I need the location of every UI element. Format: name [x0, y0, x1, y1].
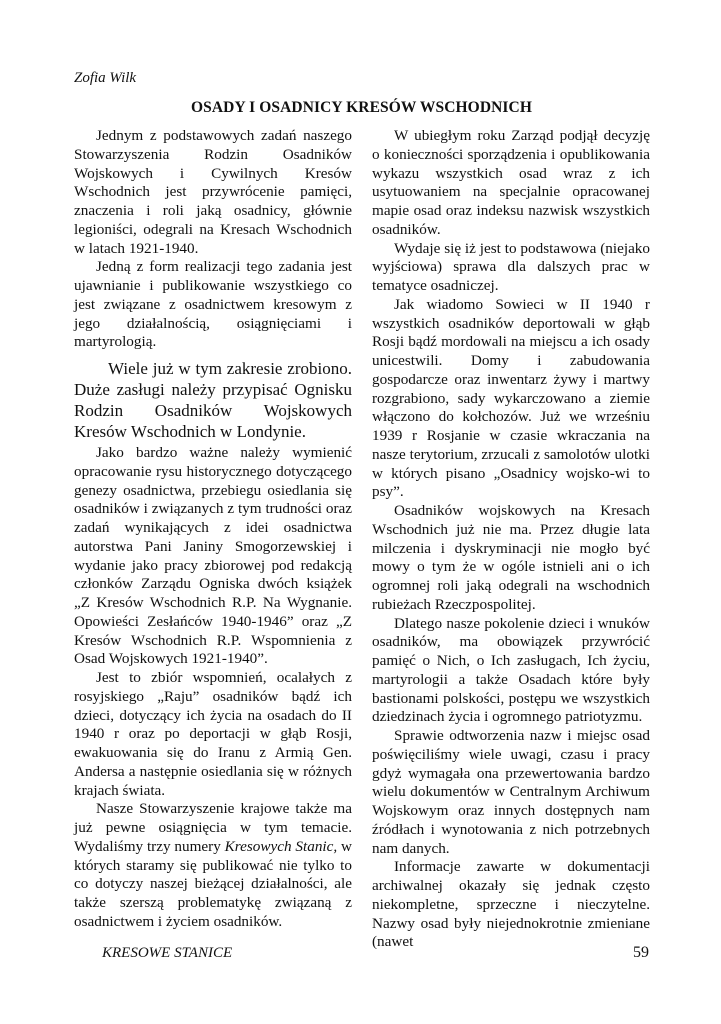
paragraph: Informacje zawarte w dokumentacji archiwalnej okazały się jednak często niekompletne, sprzeczne i nieczytelne. Nazwy osad były niejednokrotnie zmieniane (nawet [372, 858, 650, 951]
paragraph: Jako bardzo ważne należy wymienić opracowanie rysu historycznego dotyczącego genezy osadnictwa, przebiegu osiedlania się osadników i związanych z tym trudności oraz zadań wynikających z idei osadnictwa autorstwa Pani Janiny Smogorzewskiej i wydanie jako pracy zbiorowej pod redakcją członków Zarządu Ogniska dwóch książek „Z Kresów Wschodnich R.P. Na Wygnanie. Opowieści Zesłańców 1940-1946” oraz „Z Kresów Wschodnich R.P. Wspomnienia z Osad Wojskowych 1921-1940”. [74, 444, 352, 668]
paragraph: Jedną z form realizacji tego zadania jest ujawnianie i publikowanie wszystkiego co jest związane z osadnictwem kresowym z jego działalnością, osiągnięciami i martyrologią. [74, 258, 352, 351]
article-title: OSADY I OSADNICY KRESÓW WSCHODNICH [190, 99, 533, 116]
author-name: Zofia Wilk [74, 70, 137, 86]
paragraph [74, 800, 352, 931]
paragraph: Jednym z podstawowych zadań naszego Stowarzyszenia Rodzin Osadników Wojskowych i Cywilnych Kresów Wschodnich jest przywrócenie pamięci, znaczenia i roli jaką osadnicy, głównie legioniści, odegrali na Kresach Wschodnich w latach 1921-1940. [74, 127, 352, 257]
paragraph: W ubiegłym roku Zarząd podjął decyzję o konieczności sporządzenia i opublikowania wykazu wszystkich osad wraz z ich usytuowaniem na specjalnie opracowanej mapie osad oraz indeksu nazwisk wszystkich osadników. [372, 127, 650, 238]
paragraph: Jest to zbiór wspomnień, ocalałych z rosyjskiego „Raju” osadników bądź ich dzieci, dotyczący ich życia na osadach do II 1940 r oraz po deportacji w głąb Rosji, ewakuowania się do Iranu z Armią Gen. Andersa a następnie osiedlania się w różnych krajach świata. [74, 669, 352, 799]
left-column [74, 127, 352, 932]
text-run: w których staramy się publikować nie tylko to co dotyczy naszej bieżącej działalności, ale także szerszą problematykę związaną z osadnictwem i życiem osadników. [74, 837, 352, 930]
text-run: Nasze Stowarzyszenie krajowe także ma już pewne osiągnięcia w tym temacie. Wydaliśmy trzy numery [74, 800, 352, 855]
journal-footer: KRESOWE STANICE [102, 945, 233, 961]
paragraph: Osadników wojskowych na Kresach Wschodnich już nie ma. Przez długie lata milczenia i dyskryminacji nie mogło być mowy o tym że w ogóle istnieli ani o ich ogromnej roli jaką odegrali na wschodnich rubieżach Rzeczpospolitej. [372, 502, 650, 613]
paragraph: Sprawie odtworzenia nazw i miejsc osad poświęciliśmy wiele uwagi, czasu i pracy gdyż wymagała ona przewertowania bardzo wielu dokumentów w Centralnym Archiwum Wojskowym oraz innych dostępnych nam źródłach i wynotowania z nich potrzebnych nam danych. [372, 727, 650, 857]
paragraph: Wydaje się iż jest to podstawowa (niejako wyjściowa) sprawa dla dalszych prac w tematyce osadniczej. [372, 239, 650, 294]
paragraph: Dlatego nasze pokolenie dzieci i wnuków osadników, ma obowiązek przywrócić pamięć o Nich, o Ich zasługach, Ich życiu, martyrologii a także Osadach które były bastionami polskości, postępu we wszystkich dziedzinach życia i ogromnego patriotyzmu. [372, 614, 650, 726]
right-column [372, 127, 650, 952]
journal-title-italic: Kresowych Stanic, [224, 837, 338, 855]
paragraph: Jak wiadomo Sowieci w II 1940 r wszystkich osadników deportowali w głąb Rosji bądź mordowali na miejscu a ich osady unicestwili. Domy i zabudowania gospodarcze oraz inwentarz żywy i martwy rozgrabiono, sady wykarczowano a ziemie włączono do kołchozów. Już we wrześniu 1939 r Rosjanie w czasie wkraczania na nasze terytorium, zrzucali z samolotów ulotki w których pisano „Osadnicy wojsko-wi to psy”. [372, 295, 650, 501]
page-number: 59 [633, 944, 649, 961]
paragraph-large: Wiele już w tym zakresie zrobiono. Duże zasługi należy przypisać Ognisku Rodzin Osadników Wojskowych Kresów Wschodnich w Londynie. [74, 359, 352, 441]
